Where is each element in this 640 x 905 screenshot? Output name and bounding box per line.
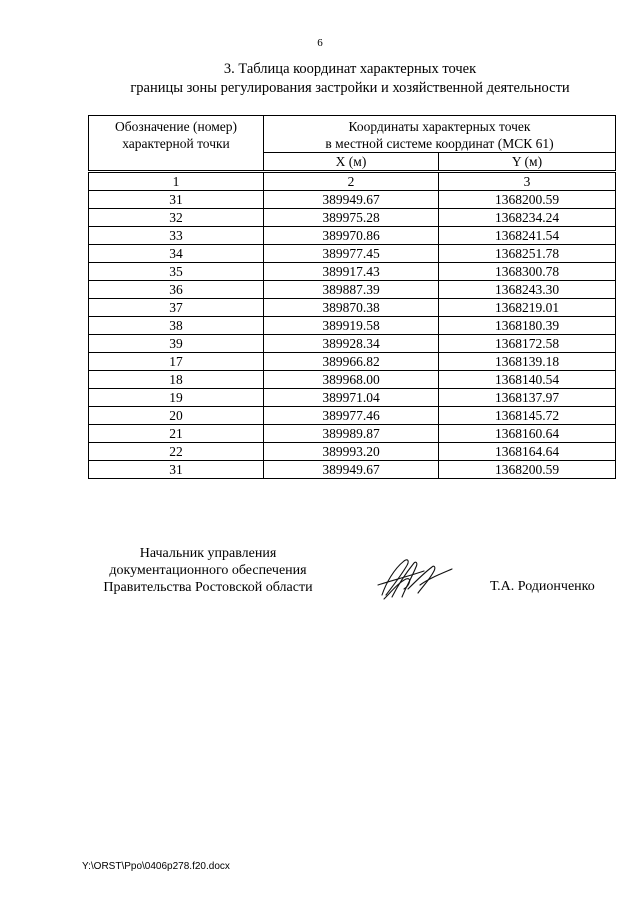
table-row bbox=[89, 281, 616, 299]
title-line-1: 3. Таблица координат характерных точек bbox=[223, 61, 477, 77]
column-number: 3 bbox=[439, 172, 616, 191]
y-coordinate-cell: 1368200.59 bbox=[439, 191, 616, 209]
x-coordinate-cell: 389919.58 bbox=[264, 317, 439, 335]
y-coordinate-cell: 1368180.39 bbox=[439, 317, 616, 335]
table-row bbox=[89, 389, 616, 407]
position-line-1: Начальник управления bbox=[139, 546, 277, 561]
header-point-line-2: характерной точки bbox=[122, 136, 230, 151]
table-row bbox=[89, 371, 616, 389]
y-coordinate-cell: 1368219.01 bbox=[439, 299, 616, 317]
x-coordinate-cell: 389970.86 bbox=[264, 227, 439, 245]
table-row bbox=[89, 443, 616, 461]
y-coordinate-cell: 1368172.58 bbox=[439, 335, 616, 353]
x-coordinate-cell: 389949.67 bbox=[264, 461, 439, 479]
column-number: 1 bbox=[89, 172, 264, 191]
position-line-2: документационного обеспечения bbox=[109, 563, 307, 578]
x-coordinate-cell: 389993.20 bbox=[264, 443, 439, 461]
header-coordinates bbox=[264, 116, 616, 153]
y-coordinate-cell: 1368200.59 bbox=[439, 461, 616, 479]
table-row bbox=[89, 245, 616, 263]
table-row bbox=[89, 299, 616, 317]
x-coordinate-cell: 389917.43 bbox=[264, 263, 439, 281]
x-coordinate-cell: 389977.46 bbox=[264, 407, 439, 425]
point-cell: 38 bbox=[89, 317, 264, 335]
x-coordinate-cell: 389977.45 bbox=[264, 245, 439, 263]
point-cell: 31 bbox=[89, 191, 264, 209]
handwritten-signature bbox=[372, 555, 462, 603]
page-number: 6 bbox=[317, 37, 323, 49]
y-coordinate-cell: 1368234.24 bbox=[439, 209, 616, 227]
table-row bbox=[89, 425, 616, 443]
y-coordinate-cell: 1368145.72 bbox=[439, 407, 616, 425]
point-cell: 31 bbox=[89, 461, 264, 479]
table-row bbox=[89, 227, 616, 245]
point-cell: 18 bbox=[89, 371, 264, 389]
column-number-row bbox=[89, 172, 616, 191]
table-body bbox=[89, 172, 616, 479]
header-x: X (м) bbox=[264, 153, 439, 172]
table-row bbox=[89, 335, 616, 353]
table-row bbox=[89, 461, 616, 479]
point-cell: 19 bbox=[89, 389, 264, 407]
y-coordinate-cell: 1368164.64 bbox=[439, 443, 616, 461]
x-coordinate-cell: 389975.28 bbox=[264, 209, 439, 227]
x-coordinate-cell: 389966.82 bbox=[264, 353, 439, 371]
table-row bbox=[89, 407, 616, 425]
point-cell: 32 bbox=[89, 209, 264, 227]
header-coords-line-1: Координаты характерных точек bbox=[348, 119, 531, 134]
y-coordinate-cell: 1368251.78 bbox=[439, 245, 616, 263]
table-row bbox=[89, 353, 616, 371]
table-row bbox=[89, 209, 616, 227]
header-y: Y (м) bbox=[439, 153, 616, 172]
x-coordinate-cell: 389949.67 bbox=[264, 191, 439, 209]
point-cell: 17 bbox=[89, 353, 264, 371]
y-coordinate-cell: 1368137.97 bbox=[439, 389, 616, 407]
table-title bbox=[60, 60, 640, 98]
x-coordinate-cell: 389870.38 bbox=[264, 299, 439, 317]
column-number: 2 bbox=[264, 172, 439, 191]
table-row bbox=[89, 263, 616, 281]
x-coordinate-cell: 389989.87 bbox=[264, 425, 439, 443]
x-coordinate-cell: 389968.00 bbox=[264, 371, 439, 389]
point-cell: 21 bbox=[89, 425, 264, 443]
y-coordinate-cell: 1368140.54 bbox=[439, 371, 616, 389]
file-path: Y:\ORST\Ppo\0406p278.f20.docx bbox=[82, 861, 230, 872]
header-coords-line-2: в местной системе координат (МСК 61) bbox=[325, 136, 554, 151]
y-coordinate-cell: 1368241.54 bbox=[439, 227, 616, 245]
signatory-name: Т.А. Родионченко bbox=[490, 579, 595, 594]
x-coordinate-cell: 389971.04 bbox=[264, 389, 439, 407]
y-coordinate-cell: 1368300.78 bbox=[439, 263, 616, 281]
point-cell: 33 bbox=[89, 227, 264, 245]
point-cell: 36 bbox=[89, 281, 264, 299]
point-cell: 39 bbox=[89, 335, 264, 353]
coordinates-table bbox=[88, 115, 616, 479]
header-point-line-1: Обозначение (номер) bbox=[115, 119, 237, 134]
point-cell: 34 bbox=[89, 245, 264, 263]
signatory-position bbox=[88, 545, 328, 596]
x-coordinate-cell: 389928.34 bbox=[264, 335, 439, 353]
point-cell: 35 bbox=[89, 263, 264, 281]
point-cell: 20 bbox=[89, 407, 264, 425]
y-coordinate-cell: 1368139.18 bbox=[439, 353, 616, 371]
y-coordinate-cell: 1368243.30 bbox=[439, 281, 616, 299]
point-cell: 37 bbox=[89, 299, 264, 317]
title-line-2: границы зоны регулирования застройки и хозяйственной деятельности bbox=[130, 80, 570, 96]
x-coordinate-cell: 389887.39 bbox=[264, 281, 439, 299]
y-coordinate-cell: 1368160.64 bbox=[439, 425, 616, 443]
table-row bbox=[89, 317, 616, 335]
position-line-3: Правительства Ростовской области bbox=[103, 580, 313, 595]
point-cell: 22 bbox=[89, 443, 264, 461]
header-point-designation bbox=[89, 116, 264, 172]
table-row bbox=[89, 191, 616, 209]
